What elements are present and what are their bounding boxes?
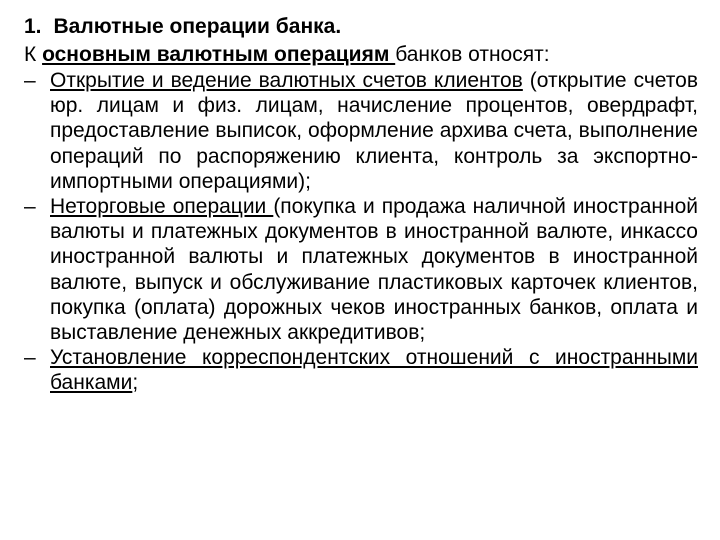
title-number: 1. xyxy=(24,15,42,38)
bullet-dash: – xyxy=(24,346,36,370)
intro-suffix: банков относят: xyxy=(395,43,550,66)
operations-list xyxy=(24,68,698,396)
item-description: ; xyxy=(132,371,139,395)
intro-emphasis: основным валютным операциям xyxy=(42,43,396,66)
list-item xyxy=(24,345,698,395)
item-heading: Открытие и ведение валютных счетов клиентов xyxy=(50,69,523,92)
list-item xyxy=(24,194,698,345)
slide-title xyxy=(24,14,698,40)
item-heading: Установление корреспондентских отношений с иностранными банками xyxy=(50,346,698,395)
intro-line xyxy=(24,42,698,68)
list-item xyxy=(24,68,698,194)
item-description: (покупка и продажа наличной иностранной валюты и платежных документов в иностранной валюте, инкассо иностранной валюты и платежных документов в иностранной валюте, выпуск и обслуживание пластиковых карточек клиентов, покупка (оплата) дорожных чеков иностранных банков, оплата и выставление денежных аккредитивов; xyxy=(50,195,698,345)
title-text: Валютные операции банка. xyxy=(53,15,342,38)
intro-prefix: К xyxy=(24,43,43,66)
bullet-dash: – xyxy=(24,69,36,92)
bullet-dash: – xyxy=(24,195,36,219)
item-description: (открытие счетов юр. лицам и физ. лицам, начисление процентов, овердрафт, предоставление выписок, оформление архива счета, выполнение операций по распоряжению клиента, контроль за экспортно-импортными операциями); xyxy=(50,69,698,193)
item-heading: Неторговые операции xyxy=(50,195,274,219)
